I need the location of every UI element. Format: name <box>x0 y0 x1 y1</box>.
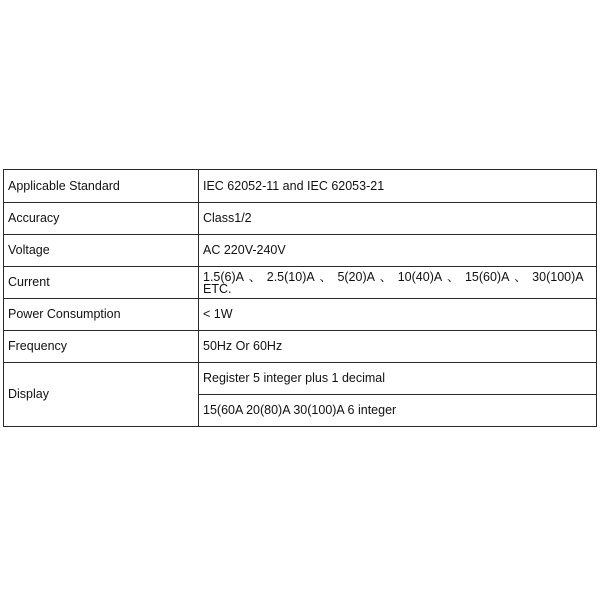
label-voltage: Voltage <box>4 235 199 267</box>
value-current: 1.5(6)A 、 2.5(10)A 、 5(20)A 、 10(40)A 、 15(60)A 、 30(100)A ETC. <box>199 267 597 299</box>
table-row-display <box>4 363 597 395</box>
value-display-register: Register 5 integer plus 1 decimal <box>199 363 597 395</box>
table-row-applicable-standard <box>4 170 597 203</box>
value-power-consumption: < 1W <box>199 299 597 331</box>
value-applicable-standard: IEC 62052-11 and IEC 62053-21 <box>199 170 597 203</box>
label-display: Display <box>4 363 199 427</box>
label-accuracy: Accuracy <box>4 203 199 235</box>
label-applicable-standard: Applicable Standard <box>4 170 199 203</box>
label-current: Current <box>4 267 199 299</box>
value-frequency: 50Hz Or 60Hz <box>199 331 597 363</box>
value-display-integer: 15(60A 20(80)A 30(100)A 6 integer <box>199 395 597 427</box>
value-voltage: AC 220V-240V <box>199 235 597 267</box>
table-row-current <box>4 267 597 299</box>
label-power-consumption: Power Consumption <box>4 299 199 331</box>
specification-table <box>3 169 597 427</box>
value-accuracy: Class1/2 <box>199 203 597 235</box>
table-row-power-consumption <box>4 299 597 331</box>
table-row-voltage <box>4 235 597 267</box>
label-frequency: Frequency <box>4 331 199 363</box>
table-row-accuracy <box>4 203 597 235</box>
table-row-frequency <box>4 331 597 363</box>
